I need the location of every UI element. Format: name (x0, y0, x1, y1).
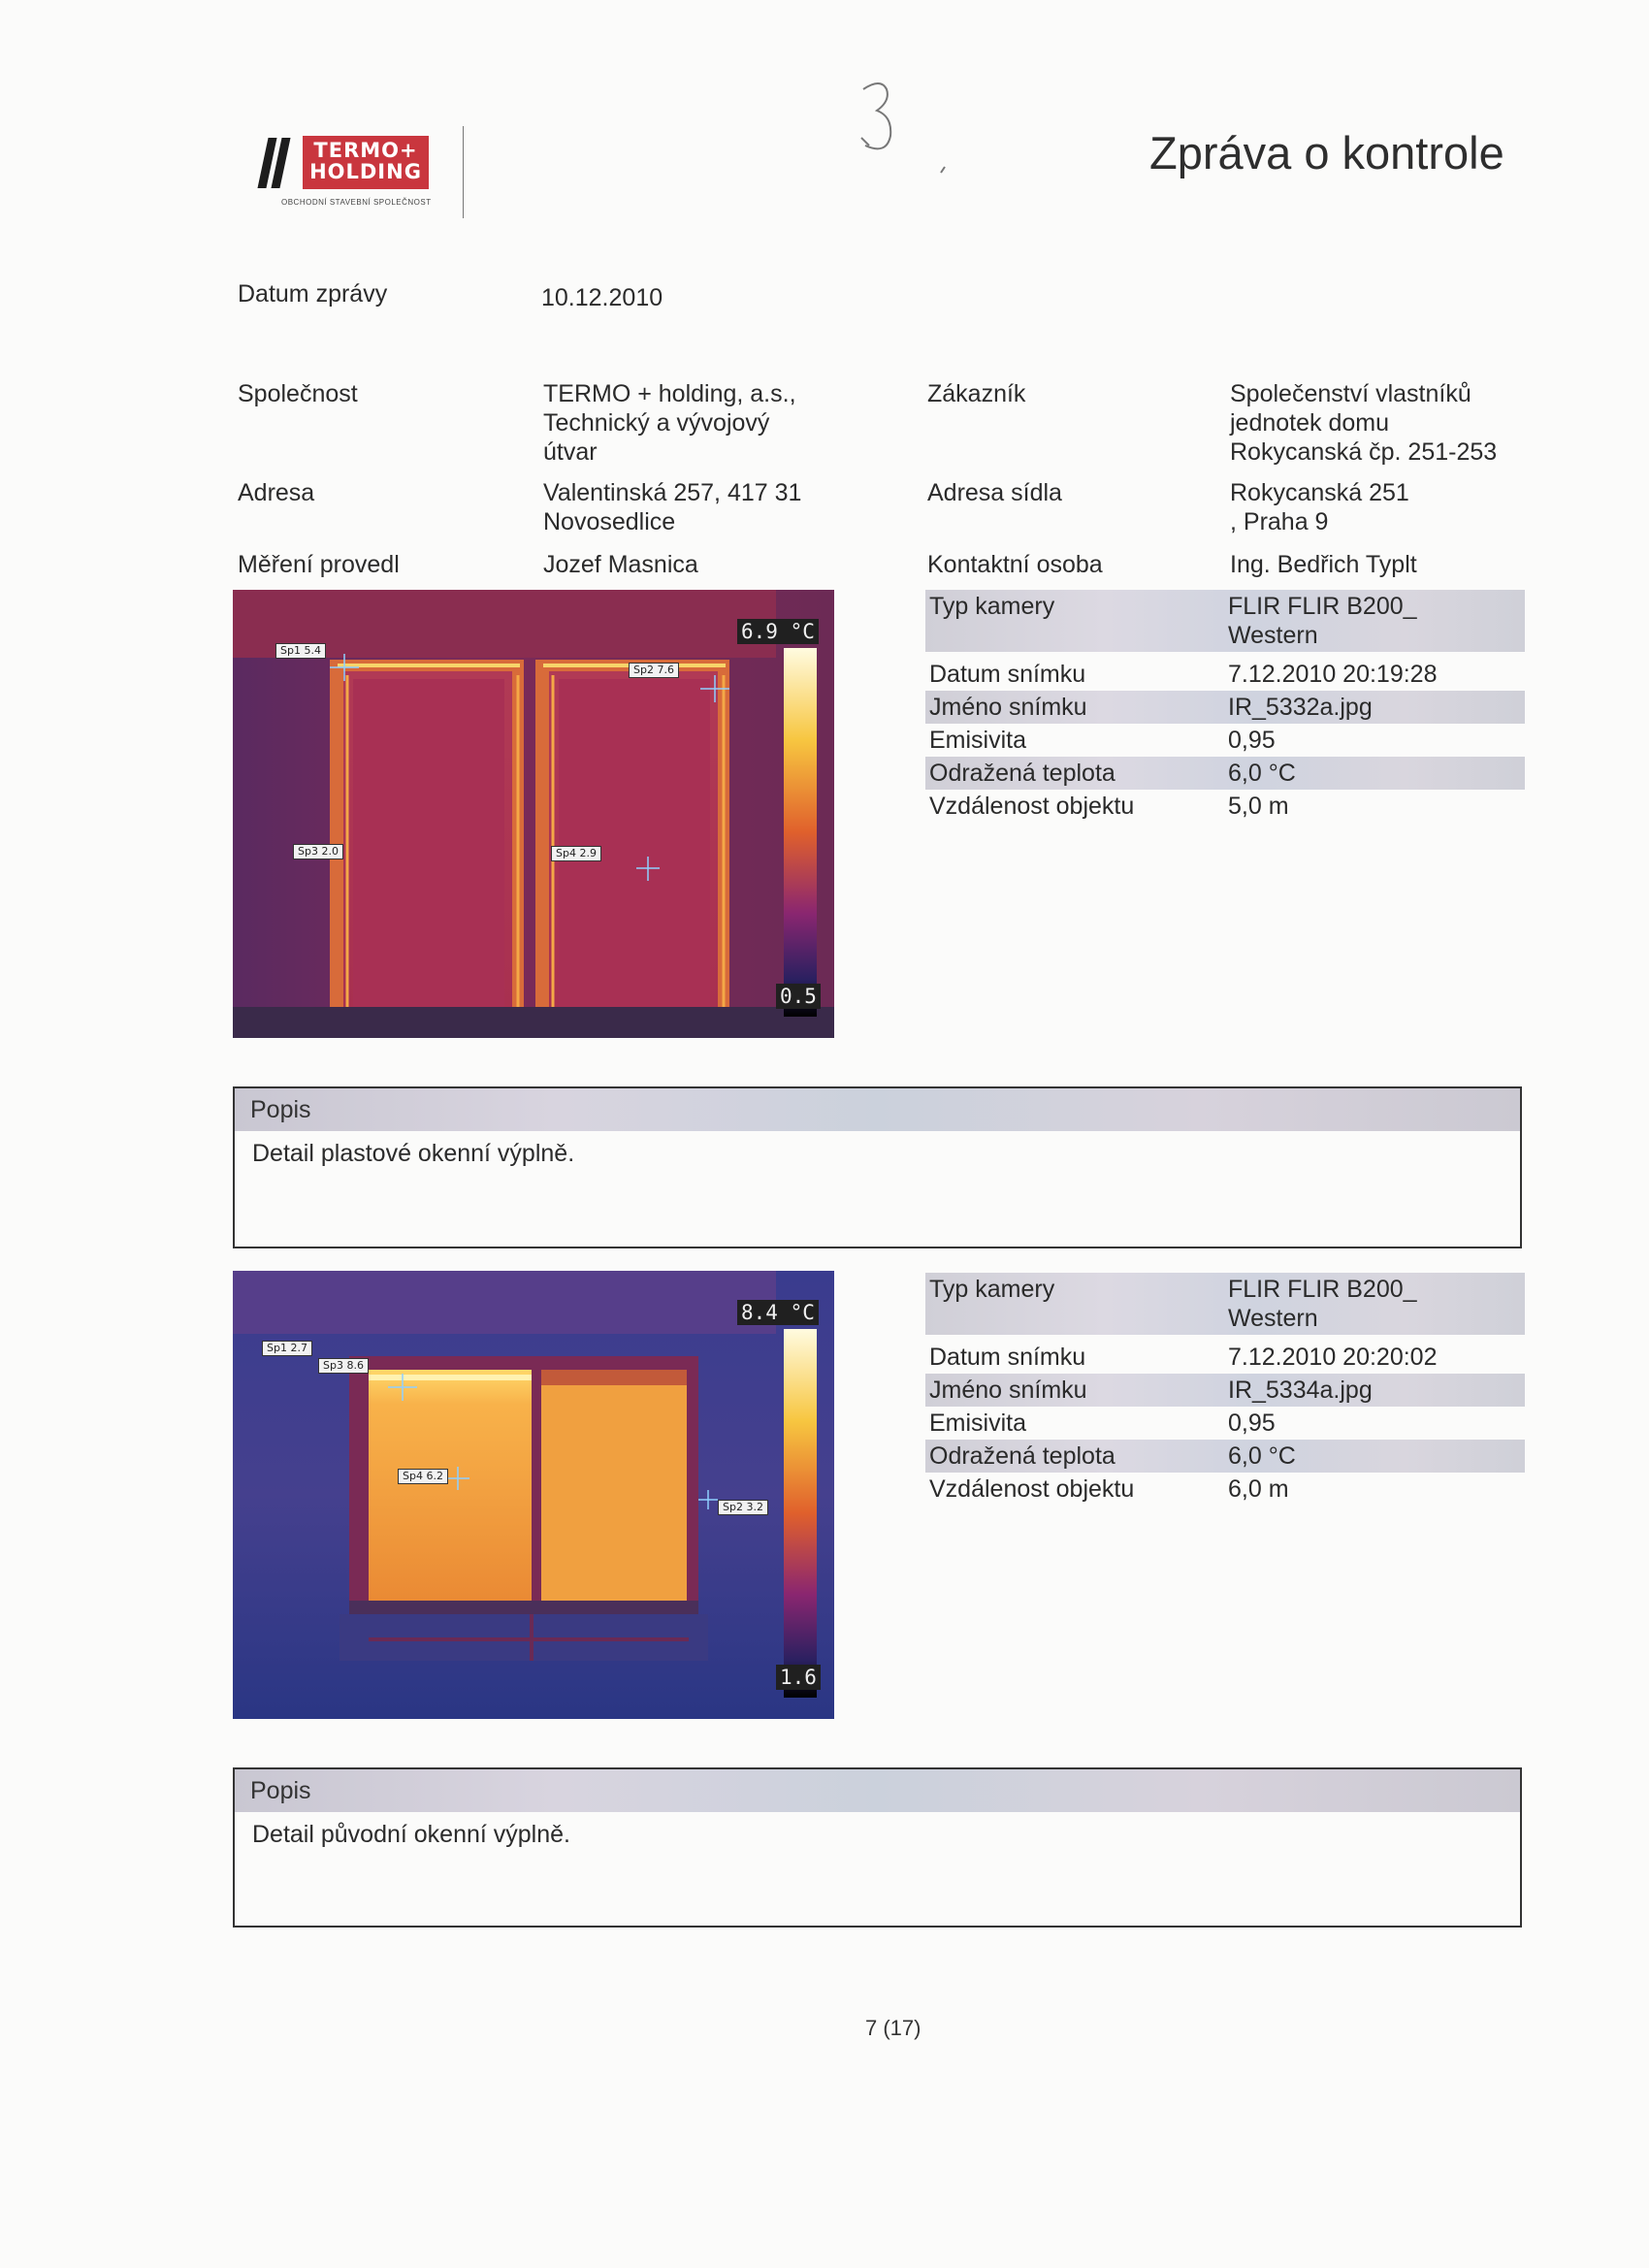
description-box-1 (233, 1086, 1522, 1248)
spot-marker: Sp2 3.2 (718, 1500, 768, 1515)
address-label: Adresa (238, 479, 315, 506)
info-key: Typ kamery (929, 593, 1055, 620)
logo-line-1: TERMO+ (313, 139, 418, 162)
info-key: Odražená teplota (929, 760, 1116, 787)
customer-value-line: Společenství vlastníků (1230, 380, 1471, 407)
info-key: Typ kamery (929, 1276, 1055, 1303)
spot-marker: Sp3 8.6 (318, 1358, 369, 1374)
description-text: Detail původní okenní výplně. (252, 1821, 570, 1848)
thermal-image-2 (233, 1271, 834, 1719)
spot-marker: Sp2 7.6 (629, 663, 679, 678)
info-row (925, 1440, 1525, 1473)
description-heading: Popis (235, 1088, 1520, 1131)
info-row (925, 1273, 1525, 1335)
info-key: Jméno snímku (929, 1377, 1087, 1404)
info-value: 0,95 (1228, 1409, 1276, 1437)
contact-label: Kontaktní osoba (927, 551, 1103, 578)
info-value: 5,0 m (1228, 793, 1289, 820)
scale-max-label: 6.9 °C (737, 619, 819, 644)
info-value: 7.12.2010 20:19:28 (1228, 661, 1438, 688)
info-value: IR_5334a.jpg (1228, 1377, 1373, 1404)
info-value (1228, 590, 1525, 652)
info-value-line: FLIR FLIR B200_ (1228, 593, 1417, 620)
customer-value-line: jednotek domu (1230, 409, 1390, 437)
spot-marker: Sp1 5.4 (275, 643, 326, 659)
info-row (925, 790, 1525, 823)
spot-marker: Sp4 6.2 (398, 1469, 448, 1484)
info-key: Datum snímku (929, 661, 1086, 688)
spot-marker: Sp3 2.0 (293, 844, 343, 859)
info-value: IR_5332a.jpg (1228, 694, 1373, 721)
hq-address-value-line: Rokycanská 251 (1230, 479, 1409, 506)
scale-max-label: 8.4 °C (737, 1300, 819, 1325)
info-value-line: Western (1228, 1305, 1318, 1332)
info-value: 6,0 °C (1228, 760, 1296, 787)
hq-address-label: Adresa sídla (927, 479, 1062, 506)
info-key: Emisivita (929, 1409, 1027, 1437)
hq-address-value-line: , Praha 9 (1230, 508, 1329, 535)
info-key: Vzdálenost objektu (929, 1475, 1135, 1503)
image-info-table-2 (925, 1273, 1525, 1506)
info-row (925, 1341, 1525, 1374)
info-value: 0,95 (1228, 727, 1276, 754)
info-row (925, 757, 1525, 790)
info-key: Datum snímku (929, 1344, 1086, 1371)
logo-wordmark (303, 136, 429, 189)
address-value-line: Novosedlice (543, 508, 676, 535)
logo-tagline: OBCHODNÍ STAVEBNÍ SPOLEČNOST (281, 198, 432, 207)
spot-marker: Sp4 2.9 (551, 846, 601, 861)
hq-address-value (1230, 478, 1409, 536)
info-key: Jméno snímku (929, 694, 1087, 721)
measured-by-label: Měření provedl (238, 551, 400, 578)
page-title: Zpráva o kontrole (1149, 127, 1504, 178)
info-row (925, 1374, 1525, 1407)
measured-by-value: Jozef Masnica (543, 551, 698, 578)
info-value (1228, 1273, 1525, 1335)
page-number: 7 (17) (865, 2016, 922, 2040)
company-logo (235, 126, 466, 218)
logo-divider (463, 126, 464, 218)
company-value-line: TERMO + holding, a.s., (543, 380, 796, 407)
logo-line-2: HOLDING (309, 160, 422, 183)
thermal-image-1 (233, 590, 834, 1038)
info-row (925, 724, 1525, 757)
report-date-label: Datum zprávy (238, 280, 388, 308)
description-box-2 (233, 1767, 1522, 1928)
info-key: Odražená teplota (929, 1442, 1116, 1470)
handwritten-mark (844, 78, 980, 184)
company-value-line: útvar (543, 438, 598, 466)
customer-value-line: Rokycanská čp. 251-253 (1230, 438, 1498, 466)
company-label: Společnost (238, 380, 358, 407)
contact-value: Ing. Bedřich Typlt (1230, 551, 1417, 578)
info-row (925, 658, 1525, 691)
scale-min-label: 0.5 (776, 984, 821, 1009)
thermal-image-2-graphic (233, 1271, 834, 1719)
info-row (925, 691, 1525, 724)
info-row (925, 1473, 1525, 1506)
info-row (925, 590, 1525, 652)
spot-marker: Sp1 2.7 (262, 1341, 312, 1356)
address-value (543, 478, 801, 536)
company-value (543, 379, 796, 467)
report-date-value: 10.12.2010 (541, 284, 663, 311)
info-row (925, 1407, 1525, 1440)
info-value: 7.12.2010 20:20:02 (1228, 1344, 1438, 1371)
customer-label: Zákazník (927, 380, 1026, 407)
info-key: Emisivita (929, 727, 1027, 754)
info-key: Vzdálenost objektu (929, 793, 1135, 820)
customer-value (1230, 379, 1497, 467)
image-info-table-1 (925, 590, 1525, 823)
info-value-line: Western (1228, 622, 1318, 649)
scale-min-label: 1.6 (776, 1665, 821, 1690)
info-value: 6,0 °C (1228, 1442, 1296, 1470)
info-value: 6,0 m (1228, 1475, 1289, 1503)
address-value-line: Valentinská 257, 417 31 (543, 479, 802, 506)
description-text: Detail plastové okenní výplně. (252, 1140, 575, 1167)
info-value-line: FLIR FLIR B200_ (1228, 1276, 1417, 1303)
description-heading: Popis (235, 1769, 1520, 1812)
company-value-line: Technický a vývojový (543, 409, 770, 437)
